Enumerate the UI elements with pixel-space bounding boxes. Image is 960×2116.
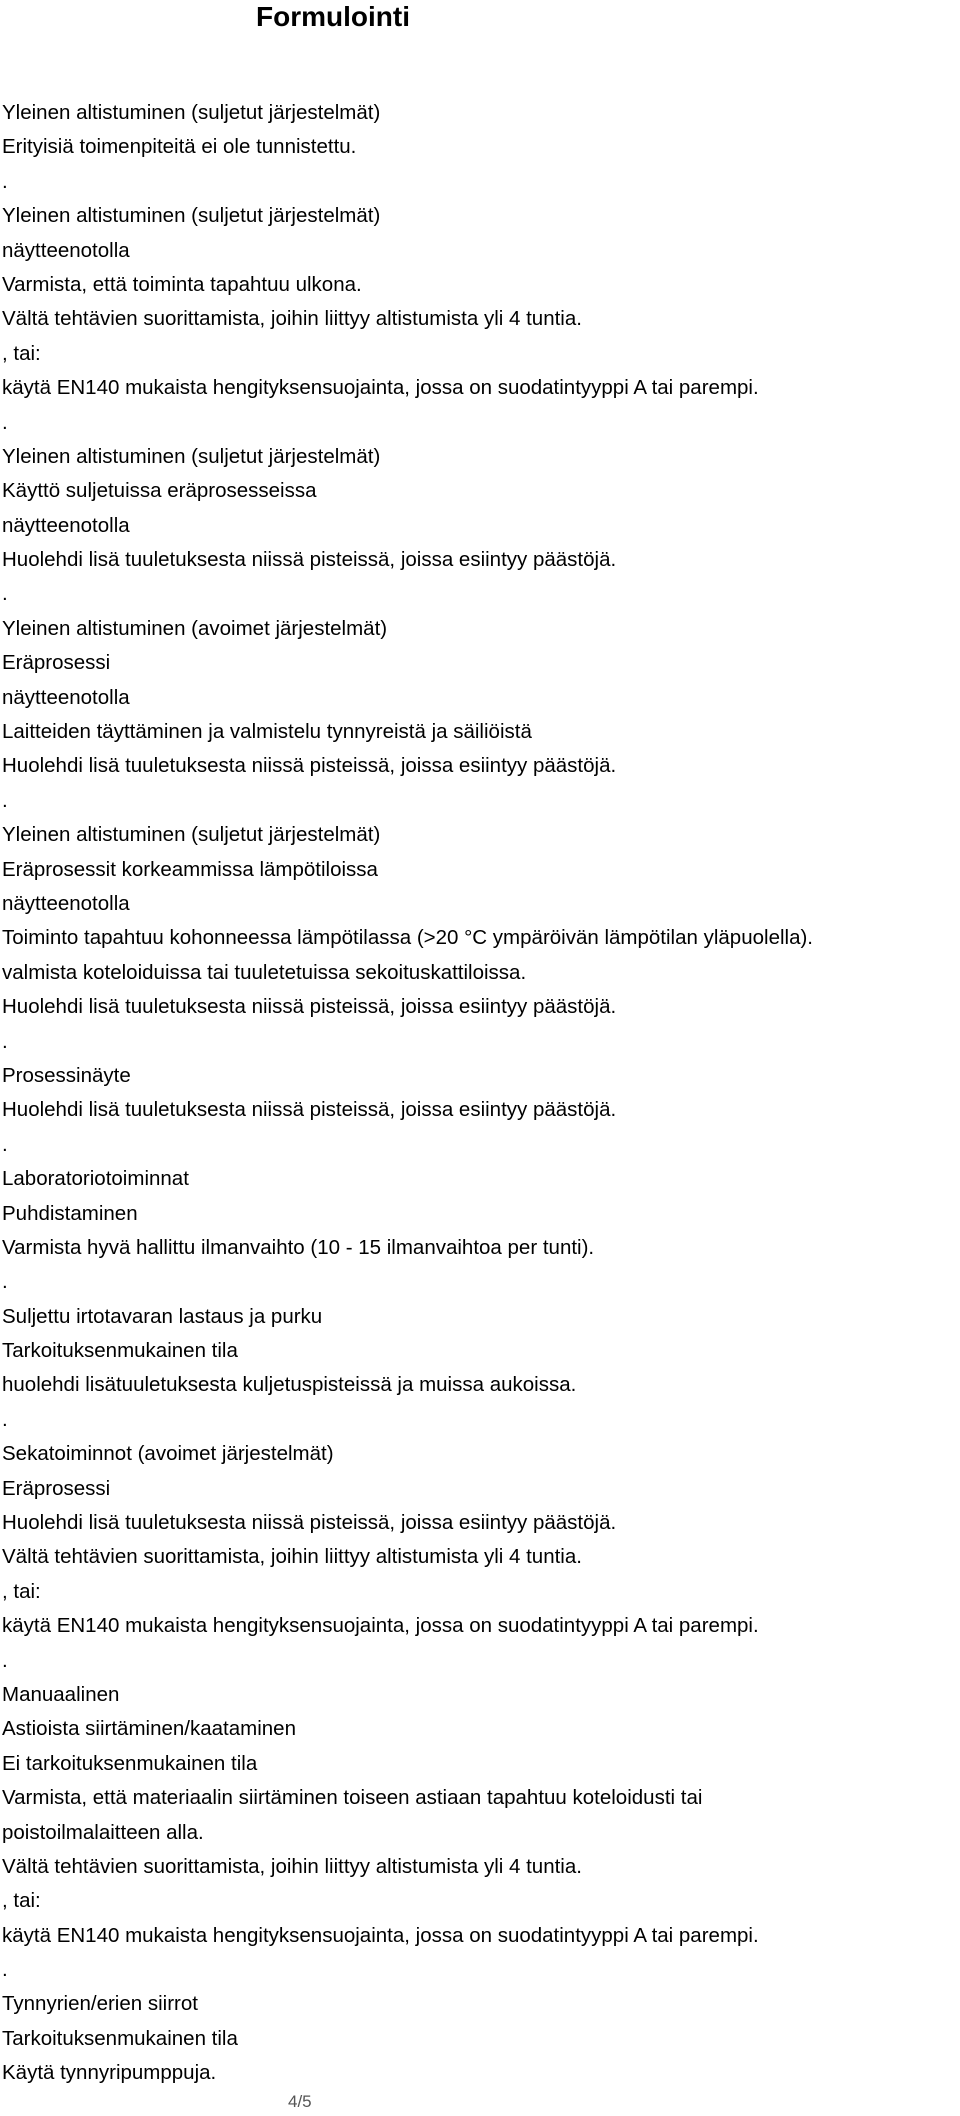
text-line: Sekatoiminnot (avoimet järjestelmät) bbox=[2, 1442, 334, 1466]
text-line: käytä EN140 mukaista hengityksensuojainta, jossa on suodatintyyppi A tai parempi. bbox=[2, 1614, 759, 1638]
text-line: huolehdi lisätuuletuksesta kuljetuspisteissä ja muissa aukoissa. bbox=[2, 1373, 577, 1397]
text-line: Vältä tehtävien suorittamista, joihin liittyy altistumista yli 4 tuntia. bbox=[2, 1854, 582, 1878]
text-line: Manuaalinen bbox=[2, 1682, 120, 1706]
text-line: Erityisiä toimenpiteitä ei ole tunnistettu. bbox=[2, 135, 357, 159]
page-title: Formulointi bbox=[256, 1, 410, 32]
text-line: Huolehdi lisä tuuletuksesta niissä pisteissä, joissa esiintyy päästöjä. bbox=[2, 1098, 617, 1122]
text-line: Laboratoriotoiminnat bbox=[2, 1167, 189, 1191]
text-line: Varmista, että materiaalin siirtäminen toiseen astiaan tapahtuu koteloidusti tai bbox=[2, 1786, 703, 1810]
text-line: Tarkoituksenmukainen tila bbox=[2, 1339, 238, 1363]
text-line: poistoilmalaitteen alla. bbox=[2, 1820, 204, 1844]
separator-dot: . bbox=[2, 169, 8, 193]
text-line: Eräprosessit korkeammissa lämpötiloissa bbox=[2, 857, 378, 881]
text-line: valmista koteloiduissa tai tuuletetuissa sekoituskattiloissa. bbox=[2, 960, 527, 984]
text-line: Huolehdi lisä tuuletuksesta niissä pisteissä, joissa esiintyy päästöjä. bbox=[2, 995, 617, 1019]
text-line: Eräprosessi bbox=[2, 1476, 111, 1500]
separator-dot: . bbox=[2, 1648, 8, 1672]
text-line: Yleinen altistuminen (avoimet järjestelmät) bbox=[2, 616, 388, 640]
separator-dot: . bbox=[2, 788, 8, 812]
text-line: Käyttö suljetuissa eräprosesseissa bbox=[2, 479, 317, 503]
text-line: Puhdistaminen bbox=[2, 1201, 138, 1225]
text-line: Vältä tehtävien suorittamista, joihin liittyy altistumista yli 4 tuntia. bbox=[2, 307, 582, 331]
text-line: Prosessinäyte bbox=[2, 1063, 131, 1087]
text-line: Tynnyrien/erien siirrot bbox=[2, 1992, 198, 2016]
separator-dot: . bbox=[2, 410, 8, 434]
text-line: käytä EN140 mukaista hengityksensuojainta, jossa on suodatintyyppi A tai parempi. bbox=[2, 376, 759, 400]
document-body bbox=[2, 96, 952, 2091]
text-line: , tai: bbox=[2, 1579, 41, 1603]
text-line: käytä EN140 mukaista hengityksensuojainta, jossa on suodatintyyppi A tai parempi. bbox=[2, 1923, 759, 1947]
text-line: , tai: bbox=[2, 1889, 41, 1913]
text-line: Varmista, että toiminta tapahtuu ulkona. bbox=[2, 272, 362, 296]
text-line: Toiminto tapahtuu kohonneessa lämpötilassa (>20 °C ympäröivän lämpötilan yläpuolella). bbox=[2, 926, 814, 950]
separator-dot: . bbox=[2, 1958, 8, 1982]
text-line: Astioista siirtäminen/kaataminen bbox=[2, 1717, 296, 1741]
text-line: Yleinen altistuminen (suljetut järjestelmät) bbox=[2, 823, 381, 847]
text-line: Huolehdi lisä tuuletuksesta niissä pisteissä, joissa esiintyy päästöjä. bbox=[2, 548, 617, 572]
text-line: Yleinen altistuminen (suljetut järjestelmät) bbox=[2, 444, 381, 468]
text-line: Käytä tynnyripumppuja. bbox=[2, 2061, 217, 2085]
text-line: Huolehdi lisä tuuletuksesta niissä pisteissä, joissa esiintyy päästöjä. bbox=[2, 754, 617, 778]
text-line: Yleinen altistuminen (suljetut järjestelmät) bbox=[2, 204, 381, 228]
text-line: näytteenotolla bbox=[2, 685, 130, 709]
separator-dot: . bbox=[2, 1029, 8, 1053]
separator-dot: . bbox=[2, 1132, 8, 1156]
text-line: Suljettu irtotavaran lastaus ja purku bbox=[2, 1304, 323, 1328]
separator-dot: . bbox=[2, 1270, 8, 1294]
separator-dot: . bbox=[2, 582, 8, 606]
text-line: Varmista hyvä hallittu ilmanvaihto (10 - 15 ilmanvaihtoa per tunti). bbox=[2, 1235, 595, 1259]
text-line: , tai: bbox=[2, 341, 41, 365]
text-line: Yleinen altistuminen (suljetut järjestelmät) bbox=[2, 101, 381, 124]
text-line: Vältä tehtävien suorittamista, joihin liittyy altistumista yli 4 tuntia. bbox=[2, 1545, 582, 1569]
page-number: 4/5 bbox=[288, 2092, 312, 2111]
text-line: Tarkoituksenmukainen tila bbox=[2, 2026, 238, 2050]
separator-dot: . bbox=[2, 1407, 8, 1431]
text-line: Laitteiden täyttäminen ja valmistelu tynnyreistä ja säiliöistä bbox=[2, 720, 532, 744]
text-line: Eräprosessi bbox=[2, 651, 111, 675]
text-line: näytteenotolla bbox=[2, 238, 130, 262]
text-line: Huolehdi lisä tuuletuksesta niissä pisteissä, joissa esiintyy päästöjä. bbox=[2, 1511, 617, 1535]
text-line: näytteenotolla bbox=[2, 513, 130, 537]
text-line: näytteenotolla bbox=[2, 891, 130, 915]
text-line: Ei tarkoituksenmukainen tila bbox=[2, 1751, 258, 1775]
